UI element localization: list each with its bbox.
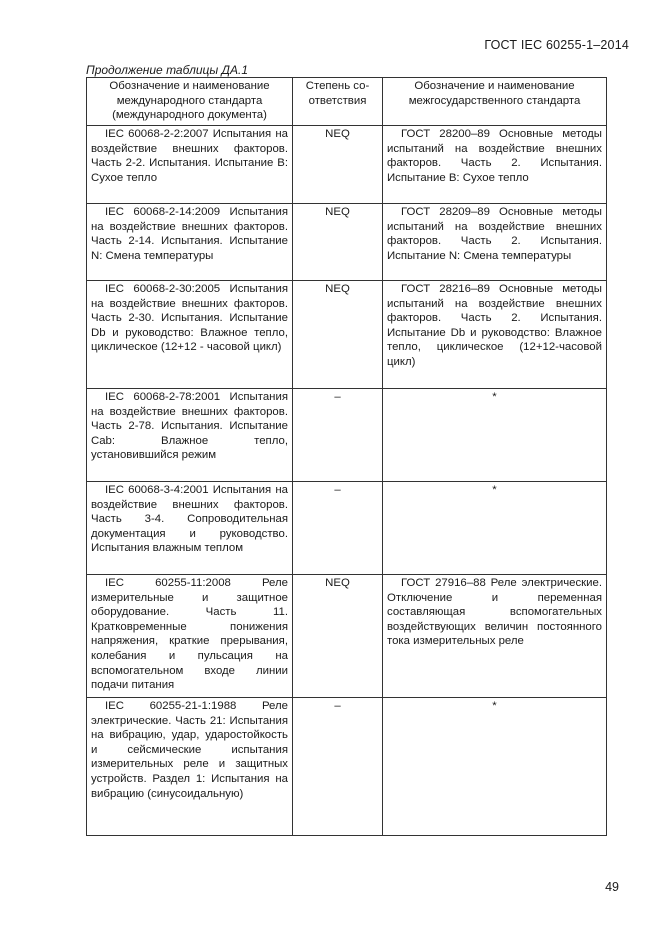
degree-cell: NEQ bbox=[293, 204, 383, 281]
degree-cell: – bbox=[293, 482, 383, 575]
gost-standard-cell: ГОСТ 28200–89 Основные методы испытаний на воздействие внешних факторов. Часть 2. Испытания. Испытание B: Сухое тепло bbox=[383, 126, 607, 204]
intl-standard-cell: IEC 60255-11:2008 Реле измерительные и защитное оборудование. Часть 11. Кратковременные понижения напряжения, краткие прерывания, колебания и пульсация на вспомогательном входе линии подачи питания bbox=[87, 575, 293, 698]
intl-standard-cell: IEC 60255-21-1:1988 Реле электрические. Часть 21: Испытания на вибрацию, удар, ударостойкость и сейсмические испытания измерительных реле и защитных устройств. Раздел 1: Испытания на вибрацию (синусоидальную) bbox=[87, 698, 293, 836]
gost-standard-cell: * bbox=[383, 389, 607, 482]
gost-standard-cell: ГОСТ 28216–89 Основные методы испытаний на воздействие внешних факторов. Часть 2. Испытания. Испытание Db и руководство: Влажное тепло, циклическое (12+12-часовой цикл) bbox=[383, 281, 607, 389]
degree-cell: NEQ bbox=[293, 281, 383, 389]
table-row bbox=[87, 482, 607, 575]
column-header-gost-standard: Обозначение и наименование межгосударственного стандарта bbox=[383, 78, 607, 126]
degree-cell: NEQ bbox=[293, 575, 383, 698]
table-row bbox=[87, 126, 607, 204]
intl-standard-cell: IEC 60068-3-4:2001 Испытания на воздействие внешних факторов. Часть 3-4. Сопроводительная документация и руководство. Испытания влажным теплом bbox=[87, 482, 293, 575]
table-row bbox=[87, 698, 607, 836]
document-code: ГОСТ IEC 60255-1–2014 bbox=[484, 38, 629, 52]
table-row bbox=[87, 281, 607, 389]
degree-cell: – bbox=[293, 698, 383, 836]
gost-standard-cell: * bbox=[383, 482, 607, 575]
intl-standard-cell: IEC 60068-2-30:2005 Испытания на воздействие внешних факторов. Часть 2-30. Испытания. Испытание Db и руководство: Влажное тепло, циклическое (12+12 - часовой цикл) bbox=[87, 281, 293, 389]
standards-table bbox=[86, 77, 607, 836]
page-number: 49 bbox=[605, 880, 619, 894]
gost-standard-cell: ГОСТ 27916–88 Реле электрические. Отключение и переменная составляющая вспомогательных воздействующих величин постоянного тока измерительных реле bbox=[383, 575, 607, 698]
intl-standard-cell: IEC 60068-2-78:2001 Испытания на воздействие внешних факторов. Часть 2-78. Испытания. Испытание Cab: Влажное тепло, установившийся режим bbox=[87, 389, 293, 482]
gost-standard-cell: ГОСТ 28209–89 Основные методы испытаний на воздействие внешних факторов. Часть 2. Испытания. Испытание N: Смена температуры bbox=[383, 204, 607, 281]
intl-standard-cell: IEC 60068-2-2:2007 Испытания на воздействие внешних факторов. Часть 2-2. Испытания. Испытание B: Сухое тепло bbox=[87, 126, 293, 204]
table-row bbox=[87, 389, 607, 482]
table-row bbox=[87, 575, 607, 698]
degree-cell: NEQ bbox=[293, 126, 383, 204]
table-caption: Продолжение таблицы ДА.1 bbox=[86, 63, 249, 77]
table-row bbox=[87, 204, 607, 281]
table-header-row bbox=[87, 78, 607, 126]
degree-cell: – bbox=[293, 389, 383, 482]
column-header-degree: Степень со-ответствия bbox=[293, 78, 383, 126]
column-header-intl-standard: Обозначение и наименование международного стандарта (международного документа) bbox=[87, 78, 293, 126]
gost-standard-cell: * bbox=[383, 698, 607, 836]
intl-standard-cell: IEC 60068-2-14:2009 Испытания на воздействие внешних факторов. Часть 2-14. Испытания. Испытание N: Смена температуры bbox=[87, 204, 293, 281]
